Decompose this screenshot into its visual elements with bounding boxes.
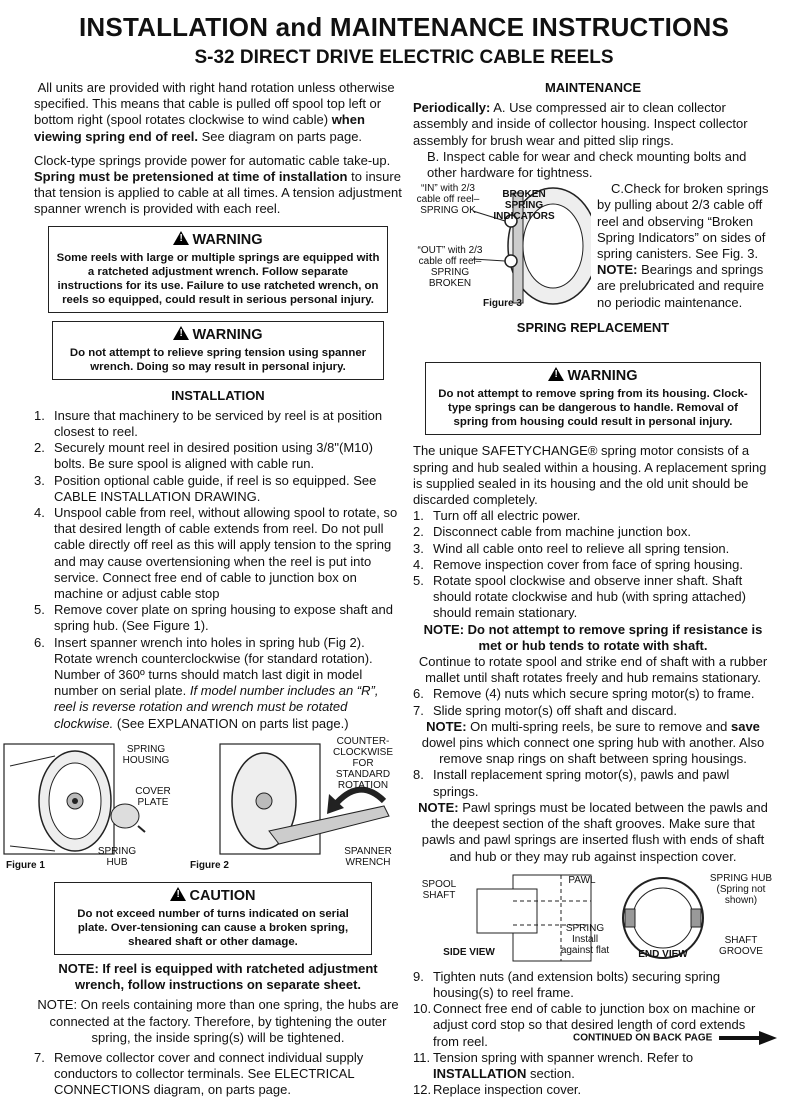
figure-3: [413, 181, 591, 314]
installation-steps: [34, 408, 402, 732]
maintenance-c-text: C.Check for broken springs by pulling about 2/3 cable off reel and observing “Broken Spring Indicators” on sides of spring canisters. See Fig. 3. NOTE: Bearings and springs are prelubricated and require no periodic maintenance.: [597, 181, 769, 310]
spring-replacement-heading: SPRING REPLACEMENT: [516, 320, 670, 336]
continued-note: CONTINUED ON BACK PAGE: [573, 1031, 777, 1045]
list-item: 5. Remove cover plate on spring housing to expose shaft and spring hub. (See Figure 1).: [34, 602, 393, 634]
maintenance-a: Periodically: A. Use compressed air to clean collector assembly and inside of collector housing. Inspect collector assembly for brush wear and pitted slip rings.: [413, 100, 748, 148]
ratchet-note: NOTE: If reel is equipped with ratcheted adjustment wrench, follow instructions on separate sheet.: [58, 960, 378, 993]
multi-spring-note: NOTE: On reels containing more than one spring, the hubs are connected at the factory. Therefore, by tightening the outer spring, the inside spring(s) will be tightened.: [37, 997, 399, 1045]
list-item: 4. Unspool cable from reel, without allowing spool to rotate, so that desired length of cable extends from reel. Do not pull cable directly off reel as this will apply tension to the spring and may cause overtensioning when the reel is put into service. Connect free end of cable to junction box on machine or adjust cable stop: [34, 505, 398, 602]
side-view-label: SIDE VIEW: [443, 946, 495, 958]
list-item: 3. Wind all cable onto reel to relieve all spring tension.: [413, 540, 730, 556]
spring-replacement-steps: [413, 508, 773, 621]
list-item: 2. Disconnect cable from machine junction box.: [413, 524, 691, 540]
figure-1-label: Figure 1: [6, 858, 45, 874]
spool-shaft-label: SPOOL SHAFT: [421, 878, 457, 901]
intro-paragraph-2: Clock-type springs provide power for automatic cable take-up. Spring must be pretensioned at time of installation to insure that tension is applied to cable at all times. A tension adjustment spanner wrench is provided with each reel.: [34, 152, 402, 217]
list-item: 3. Position optional cable guide, if reel is so equipped. See CABLE INSTALLATION DRAWING.: [34, 472, 377, 504]
installation-heading: INSTALLATION: [171, 387, 265, 403]
list-item: 2. Securely mount reel in desired position using 3/8"(M10) bolts. Be sure spool is aligned with cable run.: [34, 440, 373, 472]
figure-1: [0, 736, 180, 874]
list-item: 6. Remove (4) nuts which secure spring motor(s) to frame.: [413, 686, 755, 702]
maintenance-heading: MAINTENANCE: [544, 80, 642, 95]
spring-hub-label: SPRING HUB: [97, 845, 137, 868]
list-item: 1. Insure that machinery to be serviced by reel is at position closest to reel.: [34, 407, 383, 440]
list-item: 4. Remove inspection cover from face of spring housing.: [413, 556, 743, 572]
rotation-label: COUNTER-CLOCKWISE FOR STANDARD ROTATION: [332, 735, 393, 791]
list-item: 1. Turn off all electric power.: [413, 508, 581, 524]
warning-icon: !: [173, 231, 189, 245]
left-column: [6, 80, 402, 1099]
warning-icon: !: [173, 326, 189, 340]
spring-install-label: SPRING Install against flat: [560, 922, 610, 956]
resistance-note: NOTE: Do not attempt to remove spring if resistance is met or hub tends to rotate with shaft.: [423, 621, 763, 653]
list-item: 9. Tighten nuts (and extension bolts) securing spring housing(s) to reel frame.: [413, 968, 721, 1000]
spring-broken-label: “OUT” with 2/3 cable off reel– SPRING BROKEN: [417, 245, 483, 290]
end-view-label: END VIEW: [638, 948, 688, 960]
warning-icon: !: [170, 887, 186, 901]
cover-plate-label: COVER PLATE: [135, 785, 171, 808]
spring-replacement-steps-2: [413, 686, 773, 718]
mallet-instruction: Continue to rotate spool and strike end of shaft with a rubber mallet until shaft rotates freely and hub remains stationary.: [418, 654, 768, 686]
right-column: [413, 80, 773, 1098]
fig3-section: [413, 181, 773, 316]
broken-spring-indicators-label: BROKEN SPRING INDICATORS: [493, 189, 555, 223]
list-item: 5. Rotate spool clockwise and observe inner shaft. Shaft should rotate clockwise and hub (with spring attached) should remain stationary.: [413, 573, 746, 621]
installation-step-7: [34, 1050, 402, 1099]
spring-housing-label: SPRING HOUSING: [122, 743, 170, 766]
page-subtitle: S-32 DIRECT DRIVE ELECTRIC CABLE REELS: [194, 47, 614, 68]
intro-paragraph-1: All units are provided with right hand rotation unless otherwise specified. This means that cable is pulled off spool top left or bottom right (spool rotates clockwise to wind cable) when viewing spring end of reel. See diagram on parts page.: [34, 80, 395, 144]
list-item: 6. Insert spanner wrench into holes in spring hub (Fig 2). Rotate wrench counterclockwise (for standard rotation). Number of 360º turns should match last digit in model number on serial plate. If model number includes an “R”, reel is reverse rotation and wrench must be rotated clockwise. (See EXPLANATION on parts list page.): [34, 634, 379, 731]
pawl-note: NOTE: Pawl springs must be located between the pawls and the deepest section of the shaft grooves. Make sure that pawls and pawl springs are inserted flush with ends of shaft and hub or they may rub against inspection cover.: [418, 799, 768, 864]
warning-box-ratchet: ! WARNING Some reels with large or multiple springs are equipped with a ratcheted adjustment wrench. Follow separate instructions for its use. Failure to use ratcheted wrench, on reels so equipped, could result in serious personal injury.: [48, 226, 388, 313]
figure-2: [184, 736, 402, 874]
list-item: 11. Tension spring with spanner wrench. Refer to INSTALLATION section.: [413, 1049, 694, 1081]
figures-1-2: [6, 735, 402, 876]
spring-replacement-step-8: [413, 767, 773, 799]
warning-box-spring: ! WARNING Do not attempt to remove spring from its housing. Clock-type springs can be dangerous to handle. Removal of spring from housing could result in personal injury.: [425, 362, 761, 435]
page-title: INSTALLATION and MAINTENANCE INSTRUCTIONS: [79, 12, 729, 42]
warning-icon: !: [548, 367, 564, 381]
list-item: 7. Remove collector cover and connect individual supply conductors to collector terminals. See ELECTRICAL CONNECTIONS diagram, on parts page.: [34, 1049, 364, 1098]
list-item: 12. Replace inspection cover.: [413, 1082, 582, 1098]
arrow-right-icon: [719, 1031, 777, 1045]
spring-hub-label: SPRING HUB (Spring not shown): [709, 872, 773, 906]
caution-box: ! CAUTION Do not exceed number of turns indicated on serial plate. Over-tensioning can cause a broken spring, sheared shaft or other damage.: [54, 882, 372, 955]
safetychange-intro: The unique SAFETYCHANGE® spring motor consists of a spring and hub sealed within a housing. A replacement spring is supplied sealed in its housing and the old unit should be discarded completely.: [413, 443, 767, 508]
spanner-wrench-label: SPANNER WRENCH: [344, 845, 392, 868]
maintenance-b: B. Inspect cable for wear and check mounting bolts and other hardware for tightness.: [427, 148, 747, 181]
warning-box-spanner: ! WARNING Do not attempt to relieve spring tension using spanner wrench. Doing so may result in personal injury.: [52, 321, 384, 380]
pawl-label: PAWL: [568, 874, 596, 886]
list-item: 8. Install replacement spring motor(s), pawls and pawl springs.: [413, 767, 730, 799]
spring-ok-label: “IN” with 2/3 cable off reel– SPRING OK: [416, 183, 480, 217]
multi-spring-dowel-note: NOTE: On multi-spring reels, be sure to remove and save dowel pins which connect one spring hub with another. Also remove snap rings on shaft between spring housings.: [421, 718, 765, 767]
figure-3-label: Figure 3: [483, 298, 522, 310]
figure-2-label: Figure 2: [190, 858, 229, 874]
list-item: 10. Connect free end of cable to junction box on machine or adjust cord stop so that desired length of cord extends from reel.: [413, 1001, 756, 1049]
list-item: 7. Slide spring motor(s) off shaft and discard.: [413, 702, 677, 718]
shaft-groove-label: SHAFT GROOVE: [719, 934, 763, 957]
pawl-figure: [413, 873, 773, 965]
